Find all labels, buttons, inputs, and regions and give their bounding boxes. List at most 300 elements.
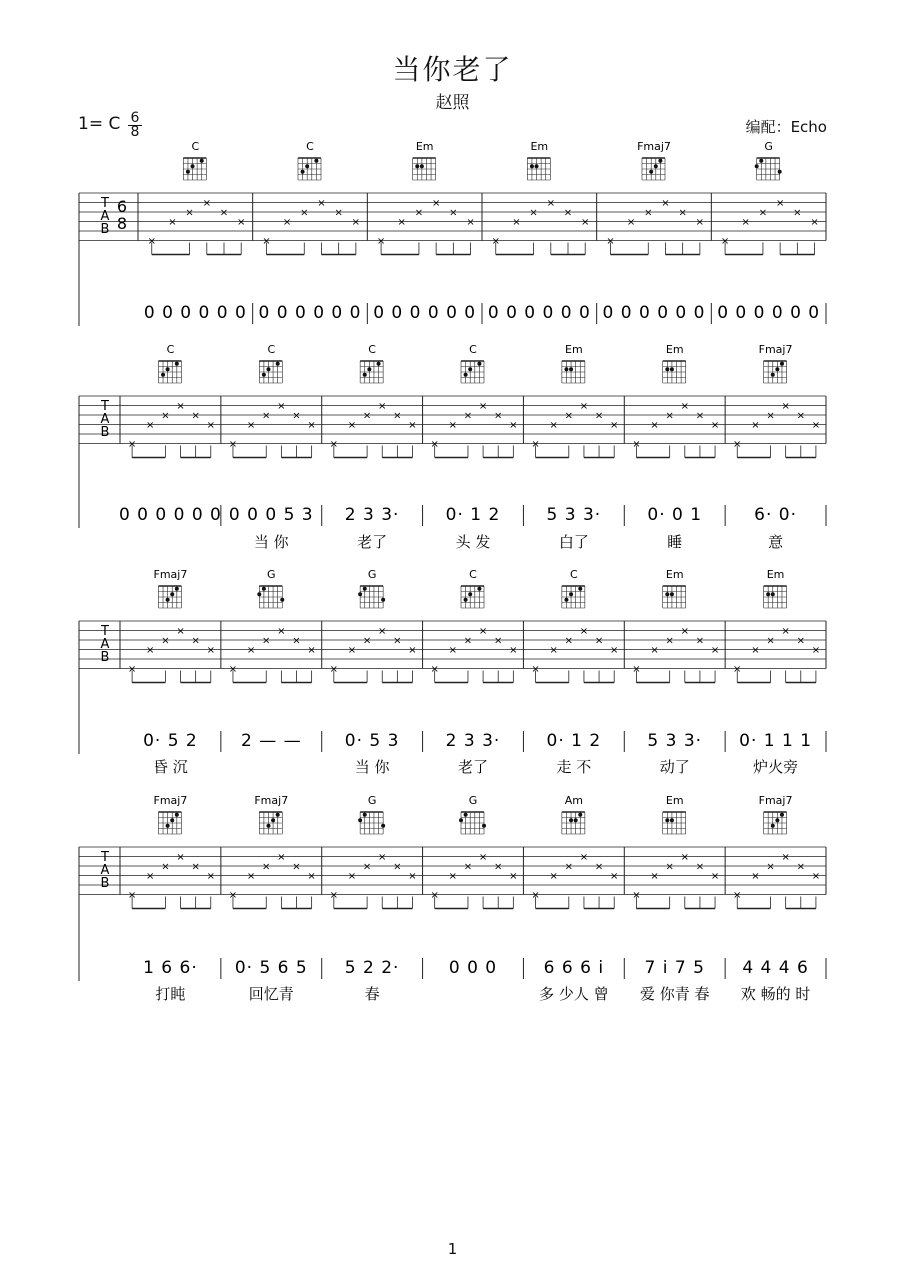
- tab-note-x: ×: [751, 420, 760, 431]
- chord-name: C: [469, 568, 477, 581]
- chord-diagram: [461, 568, 484, 608]
- tab-note-x: ×: [277, 401, 286, 412]
- lyric: 意: [768, 533, 784, 551]
- tab-note-x: ×: [796, 635, 805, 647]
- lyric: 动了: [659, 758, 690, 776]
- tab-note-x: ×: [362, 861, 372, 873]
- chord-finger-dot: [415, 164, 419, 168]
- tab-note-x: ×: [191, 635, 200, 647]
- tab-note-x: ×: [529, 207, 538, 219]
- chord-finger-dot: [468, 592, 472, 596]
- tab-time-signature: 8: [116, 214, 128, 233]
- time-signature-bottom: 8: [130, 124, 140, 140]
- jianpu-notation: 0 0 0: [448, 958, 498, 978]
- tab-note-x: ×: [796, 861, 805, 873]
- jianpu-notation: 0· 5 2: [143, 731, 198, 751]
- tab-note-x: ×: [292, 635, 301, 647]
- chord-diagram: [663, 343, 686, 383]
- chord-diagram: [562, 343, 585, 383]
- tab-clef-letter: T: [101, 196, 109, 211]
- jianpu-notation: 0· 1 2: [546, 731, 602, 751]
- jianpu-notation: 5 3 3·: [546, 505, 602, 525]
- lyric: 走 不: [556, 758, 592, 776]
- tab-note-x: ×: [678, 207, 687, 219]
- jianpu-notation: 0 0 0 0 0 0: [143, 303, 247, 323]
- jianpu-notation: 2 3 3·: [344, 505, 400, 525]
- tab-note-x: ×: [632, 664, 641, 675]
- tab-note-x: ×: [334, 207, 343, 219]
- measure: [128, 568, 221, 776]
- chord-name: Fmaj7: [758, 343, 793, 356]
- chord-diagram: [663, 568, 686, 608]
- chord-finger-dot: [564, 598, 568, 602]
- tab-note-x: ×: [766, 861, 775, 873]
- chord-finger-dot: [170, 592, 174, 596]
- chord-finger-dot: [464, 598, 468, 602]
- chord-finger-dot: [420, 164, 424, 168]
- tab-note-x: ×: [512, 217, 521, 228]
- measure: [144, 140, 253, 324]
- lyric: 春: [364, 985, 380, 1003]
- tab-note-x: ×: [300, 207, 309, 219]
- chord-finger-dot: [166, 824, 170, 828]
- tab-note-x: ×: [347, 645, 357, 656]
- chord-finger-dot: [569, 367, 573, 371]
- lyric: 头 发: [455, 533, 491, 551]
- tab-note-x: ×: [185, 207, 194, 219]
- tab-note-x: ×: [347, 871, 357, 882]
- chord-name: C: [368, 343, 376, 356]
- tab-note-x: ×: [262, 861, 271, 873]
- tab-note-x: ×: [228, 664, 238, 675]
- tab-note-x: ×: [733, 439, 742, 450]
- tab-note-x: ×: [292, 410, 301, 422]
- chord-finger-dot: [569, 592, 573, 596]
- jianpu-notation: 0 0 0 0 0 0: [373, 303, 477, 323]
- tab-note-x: ×: [733, 664, 742, 675]
- chord-finger-dot: [477, 362, 481, 366]
- tab-note-x: ×: [176, 852, 185, 863]
- tab-note-x: ×: [146, 871, 155, 882]
- tab-note-x: ×: [626, 217, 636, 228]
- tab-note-x: ×: [811, 871, 821, 882]
- tab-note-x: ×: [408, 871, 417, 882]
- tab-note-x: ×: [378, 852, 387, 863]
- chord-finger-dot: [301, 170, 305, 174]
- tab-note-x: ×: [176, 626, 185, 637]
- chord-finger-dot: [670, 818, 674, 822]
- score-system: [79, 794, 826, 1003]
- tab-note-x: ×: [351, 217, 361, 228]
- chord-finger-dot: [778, 170, 782, 174]
- tab-note-x: ×: [650, 645, 659, 656]
- tab-note-x: ×: [758, 207, 768, 219]
- tab-clef-letter: A: [100, 637, 110, 652]
- tab-note-x: ×: [563, 207, 573, 219]
- lyric: 昏 沉: [153, 758, 188, 776]
- tab-note-x: ×: [191, 861, 200, 873]
- chord-finger-dot: [654, 164, 658, 168]
- tab-note-x: ×: [202, 198, 211, 209]
- chord-name: Fmaj7: [637, 140, 671, 153]
- measure: [430, 794, 523, 979]
- tab-note-x: ×: [661, 198, 670, 209]
- jianpu-notation: 0 0 0 0 0 0: [487, 303, 591, 323]
- tab-note-x: ×: [246, 645, 256, 656]
- jianpu-notation: 1 6 6·: [143, 958, 198, 978]
- chord-diagram: [254, 794, 288, 834]
- chord-diagram: [562, 794, 585, 834]
- composer: 赵照: [435, 93, 470, 113]
- tab-note-x: ×: [127, 439, 137, 450]
- chord-diagram: [154, 568, 188, 608]
- tab-note-x: ×: [393, 410, 402, 422]
- tab-note-x: ×: [206, 420, 215, 431]
- measure: [603, 140, 712, 324]
- chord-finger-dot: [780, 362, 784, 366]
- tab-note-x: ×: [393, 635, 402, 647]
- key-signature: 1= C: [78, 114, 121, 134]
- chord-name: Em: [415, 140, 434, 153]
- chord-finger-dot: [665, 592, 669, 596]
- tab-note-x: ×: [161, 410, 170, 422]
- chord-name: Fmaj7: [254, 794, 289, 807]
- chord-finger-dot: [363, 813, 367, 817]
- tab-note-x: ×: [463, 635, 473, 647]
- tab-note-x: ×: [610, 420, 619, 431]
- chord-diagram: [755, 140, 782, 180]
- chord-finger-dot: [771, 592, 775, 596]
- tab-note-x: ×: [710, 871, 720, 882]
- lyric: 爱 你青 春: [639, 985, 710, 1003]
- tab-note-x: ×: [176, 401, 185, 412]
- chord-finger-dot: [358, 592, 362, 596]
- tab-note-x: ×: [579, 626, 589, 637]
- tab-note-x: ×: [329, 664, 339, 675]
- lyric: 老了: [357, 533, 388, 551]
- tab-note-x: ×: [463, 861, 473, 873]
- tab-note-x: ×: [766, 410, 775, 422]
- chord-finger-dot: [578, 813, 582, 817]
- measure: [229, 794, 322, 1003]
- tab-note-x: ×: [665, 861, 674, 873]
- measure: [330, 794, 423, 1003]
- chord-finger-dot: [276, 813, 280, 817]
- tab-note-x: ×: [494, 410, 503, 422]
- chord-name: G: [764, 140, 773, 153]
- jianpu-notation: 0 0 0 0 0 0: [118, 505, 222, 525]
- tab-note-x: ×: [307, 645, 316, 656]
- tab-note-x: ×: [579, 852, 589, 863]
- jianpu-notation: 7 i 7 5: [644, 958, 705, 978]
- tab-note-x: ×: [549, 871, 558, 882]
- chord-finger-dot: [262, 587, 266, 591]
- chord-finger-dot: [482, 824, 486, 828]
- chord-diagram: [759, 794, 793, 834]
- tab-note-x: ×: [478, 401, 488, 412]
- tab-clef-letter: B: [100, 650, 110, 665]
- tab-note-x: ×: [262, 410, 271, 422]
- tab-note-x: ×: [632, 890, 641, 901]
- chord-name: Em: [766, 568, 785, 581]
- chord-finger-dot: [459, 818, 463, 822]
- tab-note-x: ×: [564, 635, 574, 647]
- chord-finger-dot: [200, 159, 204, 163]
- chord-name: G: [468, 794, 478, 807]
- chord-finger-dot: [377, 362, 381, 366]
- tab-note-x: ×: [161, 635, 170, 647]
- measure: [229, 343, 322, 551]
- tab-note-x: ×: [775, 198, 785, 209]
- chord-name: Am: [564, 794, 583, 807]
- chord-name: C: [469, 343, 477, 356]
- chord-name: G: [367, 568, 377, 581]
- chord-finger-dot: [775, 367, 779, 371]
- tab-note-x: ×: [168, 217, 177, 228]
- tab-note-x: ×: [564, 410, 574, 422]
- chord-name: C: [267, 343, 276, 356]
- chord-finger-dot: [280, 598, 284, 602]
- tab-note-x: ×: [531, 890, 540, 901]
- measure: [330, 568, 423, 776]
- tab-note-x: ×: [191, 410, 200, 422]
- measure: [229, 568, 322, 752]
- chord-finger-dot: [175, 813, 179, 817]
- tab-note-x: ×: [781, 852, 790, 863]
- tab-note-x: ×: [632, 439, 641, 450]
- chord-finger-dot: [358, 818, 362, 822]
- tab-note-x: ×: [531, 664, 540, 675]
- tab-note-x: ×: [796, 410, 805, 422]
- chord-name: C: [166, 343, 175, 356]
- tab-note-x: ×: [720, 236, 730, 247]
- tab-note-x: ×: [430, 890, 439, 901]
- tab-note-x: ×: [408, 645, 417, 656]
- jianpu-notation: 6· 0·: [754, 505, 797, 525]
- chord-finger-dot: [381, 598, 385, 602]
- chord-finger-dot: [649, 170, 653, 174]
- tab-note-x: ×: [262, 236, 271, 247]
- chord-finger-dot: [530, 164, 534, 168]
- chord-diagram: [461, 343, 484, 383]
- chord-finger-dot: [175, 362, 179, 366]
- tab-note-x: ×: [282, 217, 292, 228]
- tab-note-x: ×: [594, 410, 604, 422]
- tab-note-x: ×: [781, 401, 790, 412]
- chord-name: C: [306, 140, 314, 153]
- jianpu-notation: 0· 5 6 5: [234, 958, 308, 978]
- chord-finger-dot: [363, 587, 367, 591]
- tab-note-x: ×: [494, 861, 503, 873]
- tab-note-x: ×: [549, 420, 558, 431]
- chord-diagram: [663, 794, 686, 834]
- tab-note-x: ×: [448, 645, 458, 656]
- tab-note-x: ×: [509, 645, 518, 656]
- tab-note-x: ×: [347, 420, 357, 431]
- chord-name: Em: [530, 140, 549, 153]
- chord-diagram: [298, 140, 321, 180]
- jianpu-notation: 0 0 0 0 0 0: [717, 303, 821, 323]
- tab-note-x: ×: [146, 645, 155, 656]
- chord-finger-dot: [665, 818, 669, 822]
- jianpu-notation: 0· 1 2: [445, 505, 501, 525]
- jianpu-notation: 0· 1 1 1: [739, 731, 813, 751]
- measure: [488, 140, 597, 324]
- tab-time-signature: 6: [116, 197, 128, 216]
- measure: [531, 794, 624, 1003]
- tab-note-x: ×: [307, 871, 316, 882]
- chord-finger-dot: [464, 373, 468, 377]
- tab-note-x: ×: [610, 871, 619, 882]
- chord-name: Fmaj7: [153, 794, 188, 807]
- chord-finger-dot: [175, 587, 179, 591]
- chord-finger-dot: [771, 373, 775, 377]
- tab-note-x: ×: [393, 861, 402, 873]
- chord-diagram: [637, 140, 671, 180]
- chord-diagram: [459, 794, 486, 834]
- tab-note-x: ×: [695, 217, 705, 228]
- chord-diagram: [154, 794, 188, 834]
- chord-finger-dot: [775, 818, 779, 822]
- tab-note-x: ×: [431, 198, 441, 209]
- tab-note-x: ×: [494, 635, 503, 647]
- tab-note-x: ×: [665, 635, 674, 647]
- chord-diagram: [759, 343, 793, 383]
- chord-finger-dot: [468, 367, 472, 371]
- tab-note-x: ×: [650, 871, 659, 882]
- tab-note-x: ×: [695, 861, 705, 873]
- chord-finger-dot: [755, 164, 759, 168]
- tab-note-x: ×: [127, 890, 137, 901]
- tab-note-x: ×: [665, 410, 674, 422]
- jianpu-notation: 6 6 6 i: [543, 958, 605, 978]
- tab-note-x: ×: [564, 861, 574, 873]
- chord-finger-dot: [363, 373, 367, 377]
- tab-note-x: ×: [146, 420, 155, 431]
- chord-diagram: [257, 568, 284, 608]
- jianpu-notation: 0 0 0 0 0 0: [258, 303, 362, 323]
- tab-note-x: ×: [277, 626, 286, 637]
- chord-finger-dot: [658, 159, 662, 163]
- tab-note-x: ×: [307, 420, 316, 431]
- tab-note-x: ×: [448, 871, 458, 882]
- chord-diagram: [358, 794, 385, 834]
- tab-note-x: ×: [579, 401, 589, 412]
- tab-note-x: ×: [449, 207, 458, 219]
- tab-clef-letter: T: [101, 850, 109, 865]
- tab-note-x: ×: [594, 861, 604, 873]
- tab-note-x: ×: [741, 217, 750, 228]
- tab-clef-letter: T: [101, 399, 109, 414]
- tab-note-x: ×: [448, 420, 458, 431]
- measure: [430, 343, 523, 551]
- tab-note-x: ×: [329, 890, 339, 901]
- chord-diagram: [527, 140, 550, 180]
- tab-note-x: ×: [127, 664, 137, 675]
- lyric: 睡: [667, 533, 683, 551]
- chord-diagram: [259, 343, 282, 383]
- lyric: 欢 畅的 时: [740, 985, 811, 1003]
- tab-note-x: ×: [362, 635, 372, 647]
- tab-note-x: ×: [531, 439, 540, 450]
- tab-note-x: ×: [228, 890, 238, 901]
- chord-finger-dot: [367, 367, 371, 371]
- chord-diagram: [158, 343, 181, 383]
- lyric: 炉火旁: [753, 758, 799, 776]
- chord-finger-dot: [186, 170, 190, 174]
- chord-finger-dot: [262, 373, 266, 377]
- chord-finger-dot: [670, 367, 674, 371]
- tab-note-x: ×: [781, 626, 790, 637]
- tab-note-x: ×: [695, 410, 705, 422]
- measure: [632, 343, 725, 551]
- tab-note-x: ×: [161, 861, 170, 873]
- chord-diagram: [562, 568, 585, 608]
- chord-finger-dot: [271, 818, 275, 822]
- tab-note-x: ×: [262, 635, 271, 647]
- tab-note-x: ×: [277, 852, 286, 863]
- chord-name: Em: [665, 343, 684, 356]
- tab-clef-letter: A: [100, 209, 110, 224]
- tab-note-x: ×: [463, 410, 473, 422]
- score-system: [79, 568, 826, 776]
- tab-note-x: ×: [509, 420, 518, 431]
- tab-note-x: ×: [710, 645, 720, 656]
- tab-note-x: ×: [680, 401, 689, 412]
- jianpu-notation: 0· 5 3: [344, 731, 400, 751]
- jianpu-notation: 2 3 3·: [445, 731, 501, 751]
- tab-note-x: ×: [478, 626, 488, 637]
- jianpu-notation: 0· 0 1: [647, 505, 703, 525]
- chord-name: Fmaj7: [758, 794, 793, 807]
- tab-note-x: ×: [246, 871, 256, 882]
- score-system: [79, 140, 826, 326]
- chord-name: Fmaj7: [153, 568, 188, 581]
- chord-finger-dot: [191, 164, 195, 168]
- tab-note-x: ×: [478, 852, 488, 863]
- chord-finger-dot: [535, 164, 539, 168]
- tab-note-x: ×: [610, 645, 619, 656]
- measure: [119, 343, 222, 526]
- chord-finger-dot: [574, 818, 578, 822]
- tab-note-x: ×: [546, 198, 555, 209]
- tab-clef-letter: A: [100, 863, 110, 878]
- chord-finger-dot: [766, 592, 770, 596]
- jianpu-notation: 5 3 3·: [647, 731, 703, 751]
- chord-diagram: [764, 568, 787, 608]
- measure: [733, 343, 826, 551]
- measure: [330, 343, 423, 551]
- tab-note-x: ×: [793, 207, 802, 219]
- chord-finger-dot: [305, 164, 309, 168]
- measure: [373, 140, 482, 324]
- measure: [733, 568, 826, 776]
- time-signature-top: 6: [128, 112, 142, 126]
- tab-note-x: ×: [751, 645, 760, 656]
- chord-diagram: [413, 140, 436, 180]
- measure: [632, 568, 725, 776]
- tab-clef-letter: A: [100, 412, 110, 427]
- chord-finger-dot: [477, 587, 481, 591]
- lyric: 当 你: [253, 533, 289, 551]
- tab-note-x: ×: [430, 439, 439, 450]
- chord-name: G: [267, 568, 276, 581]
- chord-name: Em: [565, 343, 583, 356]
- chord-finger-dot: [161, 373, 165, 377]
- tab-note-x: ×: [810, 217, 819, 228]
- page-number: 1: [447, 1240, 458, 1258]
- chord-finger-dot: [670, 592, 674, 596]
